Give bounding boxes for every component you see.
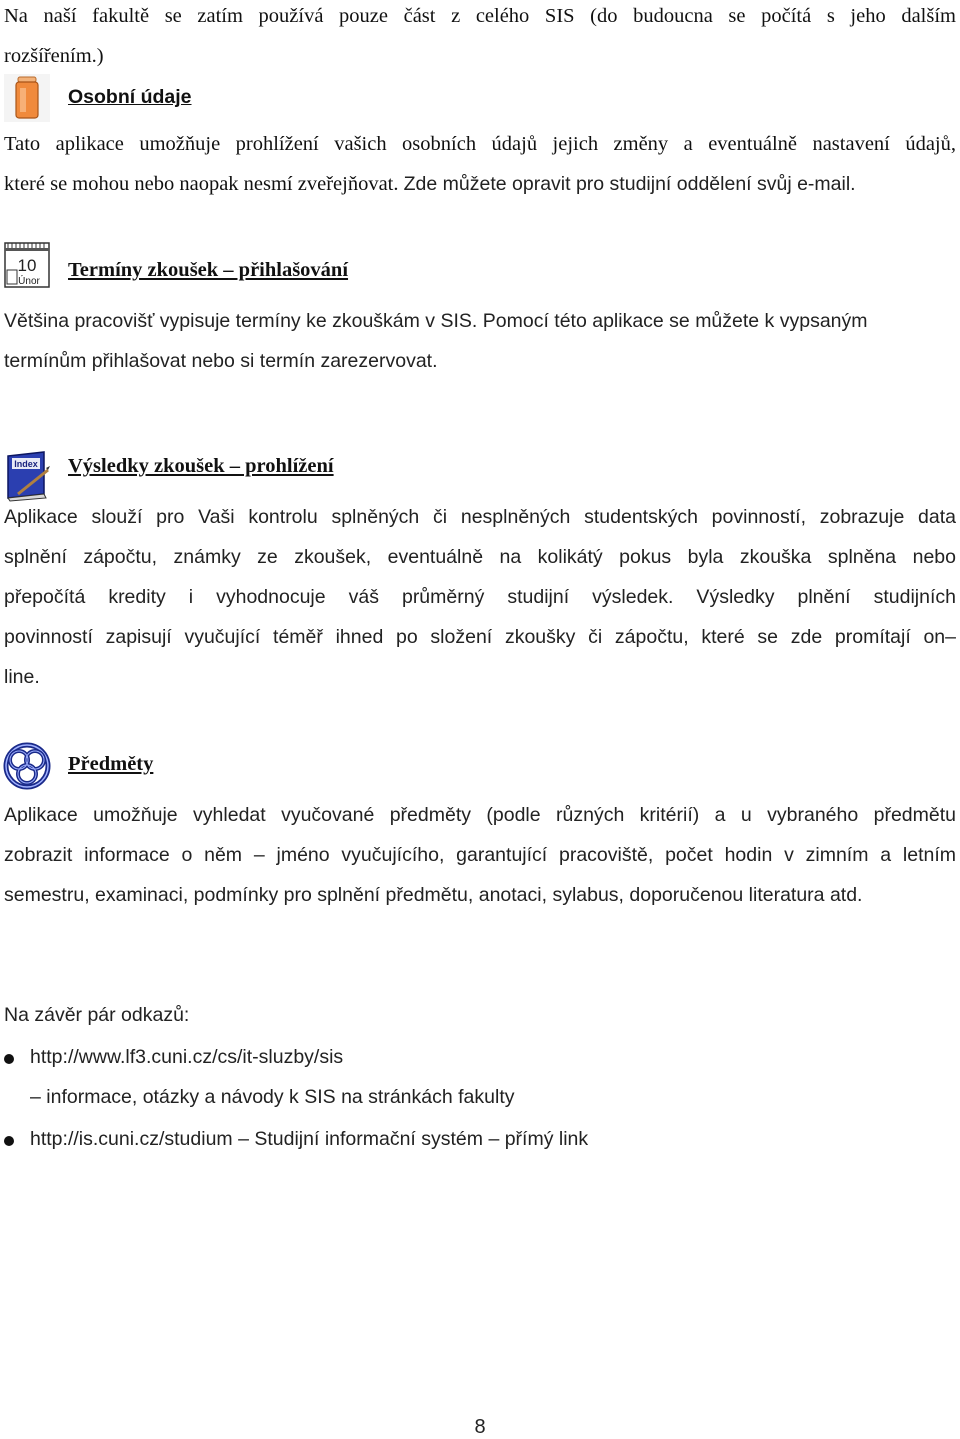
link-is-cuni-url[interactable]: http://is.cuni.cz/studium (30, 1128, 233, 1150)
section-3-line-3: přepočítá kredity i vyhodnocuje váš průměrný studijní výsledek. Výsledky plnění studijních (4, 586, 956, 608)
link-is-cuni-description: – Studijní informační systém – přímý link (238, 1128, 589, 1150)
section-title-osobni-udaje[interactable]: Osobní údaje (68, 86, 192, 108)
intro-line-2: rozšířením.) (4, 45, 104, 67)
index-book-icon (4, 450, 50, 507)
svg-text:Index: Index (14, 459, 38, 469)
svg-text:10: 10 (17, 256, 37, 275)
link-sis-faculty-description: – informace, otázky a návody k SIS na stránkách fakulty (30, 1086, 515, 1108)
section-1-line-2: které se mohou nebo naopak nesmí zveřejňovat. Zde můžete opravit pro studijní oddělení svůj e-mail. (4, 173, 856, 195)
calendar-icon (4, 242, 50, 293)
section-3-line-4: povinností zapisují vyučující téměř ihned po složení zkoušky či zápočtu, které se zde promítají on– (4, 626, 956, 648)
section-1-line-1: Tato aplikace umožňuje prohlížení vašich osobních údajů jejich změny a eventuálně nastavení údajů, (4, 133, 956, 155)
section-2-line-2: termínům přihlašovat nebo si termín zarezervovat. (4, 350, 438, 372)
section-4-line-1: Aplikace umožňuje vyhledat vyučované předměty (podle různých kritérií) a u vybraného předmětu (4, 804, 956, 826)
section-3-line-5: line. (4, 666, 40, 688)
svg-text:Únor: Únor (18, 276, 40, 287)
section-3-line-1: Aplikace slouží pro Vaši kontrolu splněných či nesplněných studentských povinností, zobrazuje data (4, 506, 956, 528)
section-title-terminy-zkousek[interactable]: Termíny zkoušek – přihlašování (68, 259, 349, 281)
link-is-cuni (30, 1130, 588, 1150)
bullet-dot (4, 1054, 14, 1064)
link-sis-faculty[interactable]: http://www.lf3.cuni.cz/cs/it-sluzby/sis (30, 1046, 344, 1068)
links-intro: Na závěr pár odkazů: (4, 1004, 190, 1026)
section-3-line-2: splnění zápočtu, známky ze zkoušek, eventuálně na kolikátý pokus byla zkouška splněna nebo (4, 546, 956, 568)
section-title-vysledky-zkousek[interactable]: Výsledky zkoušek – prohlížení (68, 455, 334, 477)
section-title-predmety[interactable]: Předměty (68, 753, 154, 775)
section-4-line-2: zobrazit informace o něm – jméno vyučujícího, garantující pracoviště, počet hodin v zimním a letním (4, 844, 956, 866)
section-4-line-3: semestru, examinaci, podmínky pro splnění předmětu, anotaci, sylabus, doporučenou literatura atd. (4, 884, 863, 906)
page-number: 8 (474, 1416, 486, 1438)
bullet-dot (4, 1136, 14, 1146)
person-icon (4, 74, 50, 127)
intro-line-1: Na naší fakultě se zatím používá pouze část z celého SIS (do budoucna se počítá s jeho dalším (4, 5, 956, 27)
section-2-line-1: Většina pracovišť vypisuje termíny ke zkouškám v SIS. Pomocí této aplikace se můžete k vypsaným (4, 310, 868, 332)
knot-icon (2, 742, 52, 795)
